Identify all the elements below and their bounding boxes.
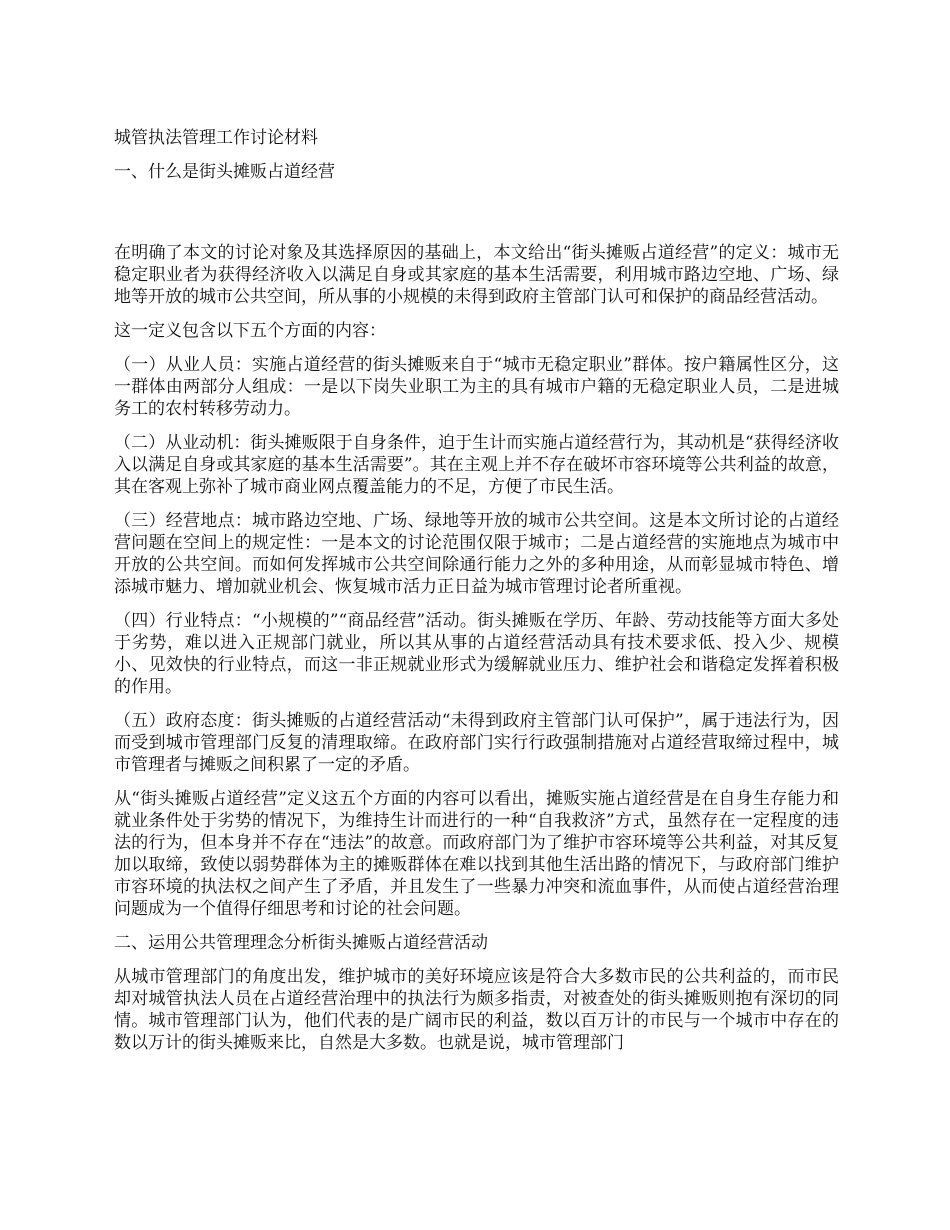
paragraph-section2: 从城市管理部门的角度出发，维护城市的美好环境应该是符合大多数市民的公共利益的，而市民却对城管执法人员在占道经营治理中的执法行为颇多指责，对被查处的街头摊贩则抱有深切的同情。城市管理部门认为，他们代表的是广阔市民的利益，数以百万计的市民与一个城市中存在的数以万计的街头摊贩来比，自然是大多数。也就是说，城市管理部门 — [114, 967, 839, 1053]
paragraph-item-2: （二）从业动机：街头摊贩限于自身条件，迫于生计而实施占道经营行为，其动机是“获得经济收入以满足自身或其家庭的基本生活需要”。其在主观上并不存在破坏市容环境等公共利益的故意，其在客观上弥补了城市商业网点覆盖能力的不足，方便了市民生活。 — [114, 433, 839, 497]
section-heading-1: 一、什么是街头摊贩占道经营 — [114, 162, 335, 182]
paragraph-definition: 在明确了本文的讨论对象及其选择原因的基础上，本文给出“街头摊贩占道经营”的定义：城市无稳定职业者为获得经济收入以满足自身或其家庭的基本生活需要，利用城市路边空地、广场、绿地等开放的城市公共空间，所从事的小规模的未得到政府主管部门认可和保护的商品经营活动。 — [114, 243, 839, 307]
paragraph-item-1: （一）从业人员：实施占道经营的街头摊贩来自于“城市无稳定职业”群体。按户籍属性区分，这一群体由两部分人组成：一是以下岗失业职工为主的具有城市户籍的无稳定职业人员，二是进城务工的农村转移劳动力。 — [114, 355, 839, 419]
document-page — [114, 127, 839, 1054]
paragraph-item-5: （五）政府态度：街头摊贩的占道经营活动“未得到政府主管部门认可保护”，属于违法行为，因而受到城市管理部门反复的清理取缔。在政府部门实行行政强制措施对占道经营取缔过程中，城市管理者与摊贩之间积累了一定的矛盾。 — [114, 711, 839, 775]
document-title: 城管执法管理工作讨论材料 — [114, 128, 318, 148]
paragraph-intro: 这一定义包含以下五个方面的内容： — [114, 321, 386, 341]
paragraph-item-3: （三）经营地点：城市路边空地、广场、绿地等开放的城市公共空间。这是本文所讨论的占道经营问题在空间上的规定性：一是本文的讨论范围仅限于城市；二是占道经营的实施地点为城市中开放的公共空间。而如何发挥城市公共空间除通行能力之外的多种用途，从而彰显城市特色、增添城市魅力、增加就业机会、恢复城市活力正日益为城市管理讨论者所重视。 — [114, 511, 839, 597]
section-heading-2: 二、运用公共管理理念分析街头摊贩占道经营活动 — [114, 933, 488, 953]
paragraph-summary: 从“街头摊贩占道经营”定义这五个方面的内容可以看出，摊贩实施占道经营是在自身生存能力和就业条件处于劣势的情况下，为维持生计而进行的一种“自我救济”方式，虽然存在一定程度的违法的行为，但本身并不存在“违法”的故意。而政府部门为了维护市容环境等公共利益，对其反复加以取缔，致使以弱势群体为主的摊贩群体在难以找到其他生活出路的情况下，与政府部门维护市容环境的执法权之间产生了矛盾，并且发生了一些暴力冲突和流血事件，从而使占道经营治理问题成为一个值得仔细思考和讨论的社会问题。 — [114, 789, 839, 919]
paragraph-item-4: （四）行业特点：“小规模的”“商品经营”活动。街头摊贩在学历、年龄、劳动技能等方面大多处于劣势，难以进入正规部门就业，所以其从事的占道经营活动具有技术要求低、投入少、规模小、见效快的行业特点，而这一非正规就业形式为缓解就业压力、维护社会和谐稳定发挥着积极的作用。 — [114, 611, 839, 697]
blank-space — [114, 195, 839, 242]
